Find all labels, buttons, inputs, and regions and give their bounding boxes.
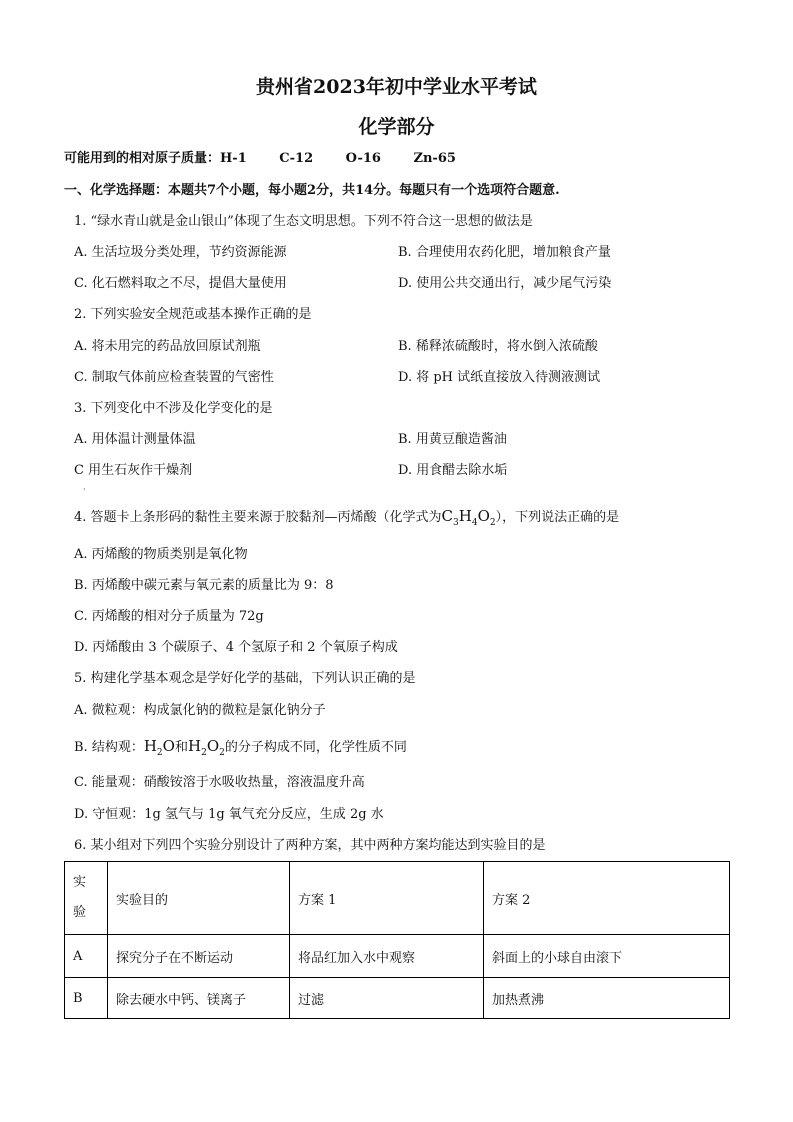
q4-option-d: D. 丙烯酸由 3 个碳原子、4 个氢原子和 2 个氧原子构成 bbox=[74, 640, 398, 655]
hydrogen-peroxide-formula: $H_2O_2$ bbox=[187, 737, 225, 758]
q3-option-c: C 用生石灰作干燥剂 bbox=[74, 463, 193, 478]
q3-stem: 3. 下列变化中不涉及化学变化的是 bbox=[74, 401, 273, 416]
header-cell-experiment: 实 验 bbox=[65, 862, 108, 935]
q2-option-c: C. 制取气体前应检查装置的气密性 bbox=[74, 370, 274, 385]
q3-option-a: A. 用体温计测量体温 bbox=[74, 432, 196, 447]
q1-option-c: C. 化石燃料取之不尽，提倡大量使用 bbox=[74, 276, 287, 291]
water-formula: $H_2O$ bbox=[143, 737, 175, 758]
q5-option-d: D. 守恒观：1g 氢气与 1g 氧气充分反应，生成 2g 水 bbox=[74, 807, 384, 822]
q5-option-c: C. 能量观：硝酸铵溶于水吸收热量，溶液温度升高 bbox=[74, 775, 365, 790]
q5-option-a: A. 微粒观：构成氯化钠的微粒是氯化钠分子 bbox=[74, 703, 326, 718]
q4-stem-post: ），下列说法正确的是 bbox=[495, 510, 620, 525]
row-plan1: 过滤 bbox=[290, 978, 484, 1019]
q3-option-b: B. 用黄豆酿造酱油 bbox=[398, 432, 507, 447]
q4-option-c: C. 丙烯酸的相对分子质量为 72g bbox=[74, 609, 264, 624]
atomic-mass-c: C-12 bbox=[279, 151, 314, 166]
q1-option-d: D. 使用公共交通出行，减少尾气污染 bbox=[398, 276, 612, 291]
atomic-mass-line bbox=[64, 150, 456, 168]
atomic-mass-label: 可能用到的相对原子质量： bbox=[64, 151, 221, 166]
row-plan2: 加热煮沸 bbox=[484, 978, 730, 1019]
row-goal: 探究分子在不断运动 bbox=[108, 935, 290, 978]
table-row bbox=[65, 935, 730, 978]
stray-dot: · bbox=[83, 485, 86, 494]
header-cell-goal: 实验目的 bbox=[108, 862, 290, 935]
header-cell-plan1: 方案 1 bbox=[290, 862, 484, 935]
row-plan2: 斜面上的小球自由滚下 bbox=[484, 935, 730, 978]
row-id: B bbox=[65, 978, 108, 1019]
q5-stem: 5. 构建化学基本观念是学好化学的基础，下列认识正确的是 bbox=[74, 671, 416, 686]
q4-stem-pre: 4. 答题卡上条形码的黏性主要来源于胶黏剂—丙烯酸（化学式为 bbox=[74, 510, 442, 525]
q2-option-a: A. 将未用完的药品放回原试剂瓶 bbox=[74, 339, 261, 354]
q5-option-b: B. 结构观：$H_2O$和$H_2O_2$的分子构成不同，化学性质不同 bbox=[74, 737, 407, 758]
q6-stem: 6. 某小组对下列四个实验分别设计了两种方案，其中两种方案均能达到实验目的是 bbox=[74, 838, 546, 853]
acrylic-acid-formula: $C_3H_4O_2$ bbox=[441, 507, 496, 528]
header-cell-plan2: 方案 2 bbox=[484, 862, 730, 935]
section-heading: 一、化学选择题：本题共7个小题，每小题2分，共14分。每题只有一个选项符合题意. bbox=[64, 183, 560, 198]
experiment-table bbox=[64, 861, 730, 1019]
q2-stem: 2. 下列实验安全规范或基本操作正确的是 bbox=[74, 307, 312, 322]
q4-stem bbox=[74, 507, 619, 532]
q2-option-d: D. 将 pH 试纸直接放入待测液测试 bbox=[398, 370, 601, 385]
row-id: A bbox=[65, 935, 108, 978]
q1-option-a: A. 生活垃圾分类处理，节约资源能源 bbox=[74, 245, 287, 260]
q4-option-b: B. 丙烯酸中碳元素与氧元素的质量比为 9：8 bbox=[74, 578, 334, 593]
q1-stem: 1. “绿水青山就是金山银山”体现了生态文明思想。下列不符合这一思想的做法是 bbox=[74, 214, 533, 229]
section-subtitle: 化学部分 bbox=[358, 116, 435, 138]
q2-option-b: B. 稀释浓硫酸时，将水倒入浓硫酸 bbox=[398, 339, 598, 354]
table-row bbox=[65, 978, 730, 1019]
atomic-mass-zn: Zn-65 bbox=[413, 151, 456, 166]
q3-option-d: D. 用食醋去除水垢 bbox=[398, 463, 508, 478]
exam-title: 贵州省2023年初中学业水平考试 bbox=[256, 76, 537, 98]
q1-option-b: B. 合理使用农药化肥，增加粮食产量 bbox=[398, 245, 611, 260]
row-plan1: 将品红加入水中观察 bbox=[290, 935, 484, 978]
atomic-mass-h: H-1 bbox=[220, 151, 247, 166]
table-header-row bbox=[65, 862, 730, 935]
q4-option-a: A. 丙烯酸的物质类别是氧化物 bbox=[74, 547, 248, 562]
atomic-mass-o: O-16 bbox=[345, 151, 381, 166]
row-goal: 除去硬水中钙、镁离子 bbox=[108, 978, 290, 1019]
